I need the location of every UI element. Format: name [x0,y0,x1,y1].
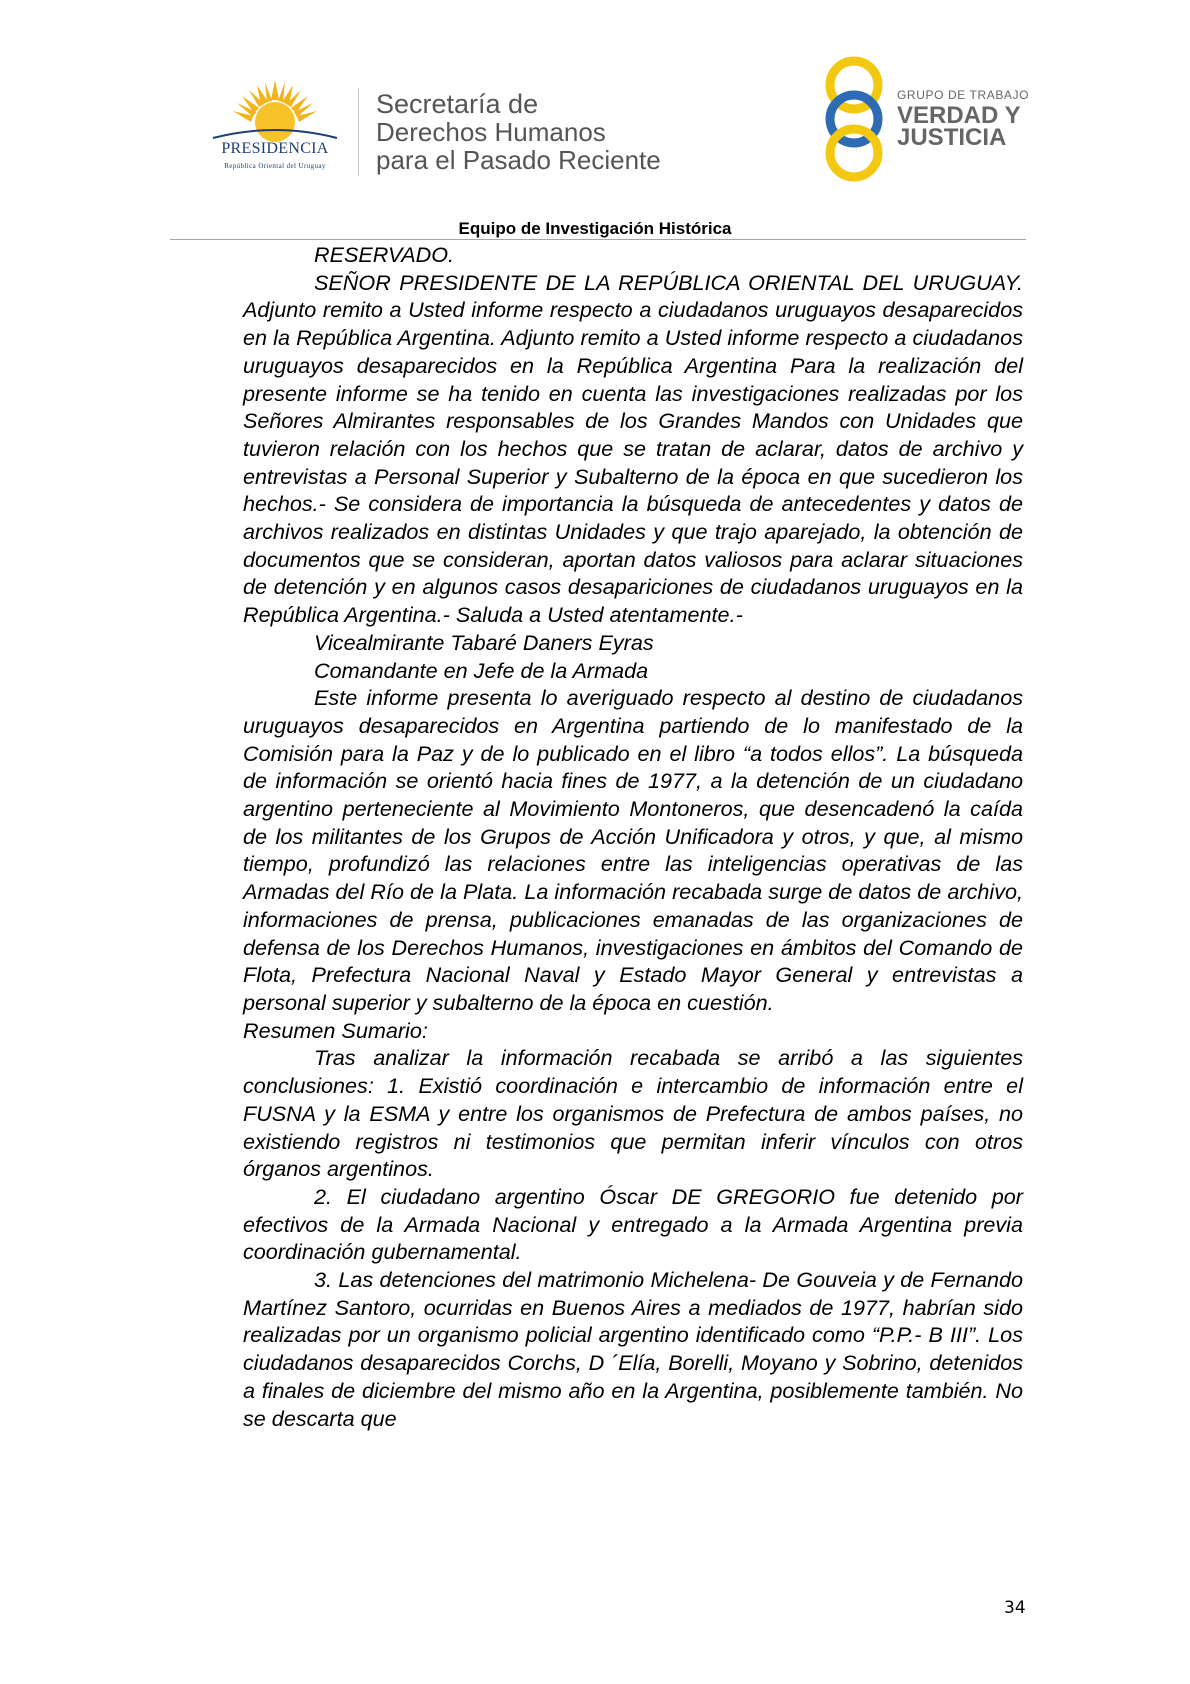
presidencia-subtitle: República Oriental del Uruguay [224,162,326,170]
paragraph-conclusion-1: Tras analizar la información recabada se arribó a las siguientes conclusiones: 1. Existió coordinación e intercambio de información entre el FUSNA y la ESMA y entre los organismos de Prefectura de ambos países, no existiendo registros ni testimonios que permitan inferir vínculos con otros órganos argentinos. [243,1045,1023,1182]
sun-emblem-icon [195,78,355,142]
presidencia-wordmark: PRESIDENCIA [221,140,329,157]
secretaria-title [376,90,661,174]
document-body [243,241,1023,1432]
signature-title: Comandante en Jefe de la Armada [314,657,649,683]
page-header [0,0,1190,240]
presidencia-logo [195,78,355,178]
paragraph-report-intro: Este informe presenta lo averiguado respecto al destino de ciudadanos uruguayos desaparecidos en Argentina partiendo de lo manifestado de la Comisión para la Paz y de lo publicado en el libro “a todos ellos”. La búsqueda de información se orientó hacia fines de 1977, a la detención de un ciudadano argentino perteneciente al Movimiento Montoneros, que desencadenó la caída de los militantes de los Grupos de Acción Unificadora y otros, y que, al mismo tiempo, profundizó las relaciones entre las inteligencias operativas de las Armadas del Río de la Plata. La información recabada surge de datos de archivo, informaciones de prensa, publicaciones emanadas de las organizaciones de defensa de los Derechos Humanos, investigaciones en ámbitos del Comando de Flota, Prefectura Nacional Naval y Estado Mayor General y entrevistas a personal superior y subalterno de la época en cuestión. [243,685,1023,1015]
verdad-label: VERDAD Y [897,102,1021,129]
signature-name: Vicealmirante Tabaré Daners Eyras [314,629,654,655]
secretaria-line-1: Secretaría de [376,89,539,119]
paragraph-reservado: RESERVADO. [314,242,455,267]
page-number: 34 [1004,1598,1026,1618]
justicia-label: JUSTICIA [897,124,1007,151]
paragraph-conclusion-2: 2. El ciudadano argentino Óscar DE GREGORIO fue detenido por efectivos de la Armada Nacional y entregado a la Armada Argentina previa coordinación gubernamental. [243,1183,1023,1265]
paragraph-letter: SEÑOR PRESIDENTE DE LA REPÚBLICA ORIENTAL DEL URUGUAY. Adjunto remito a Usted informe respecto a ciudadanos uruguayos desaparecidos en la República Argentina. Adjunto remito a Usted informe respecto a ciudadanos uruguayos desaparecidos en la República Argentina Para la realización del presente informe se ha tenido en cuenta las investigaciones realizadas por los Señores Almirantes responsables de los Grandes Mandos con Unidades que tuvieron relación con los hechos que se tratan de aclarar, datos de archivo y entrevistas a Personal Superior y Subalterno de la época en que sucedieron los hechos.- Se considera de importancia la búsqueda de antecedentes y datos de archivos realizados en distintas Unidades y que trajo aparejado, la obtención de documentos que se consideran, aportan datos valiosos para aclarar situaciones de detención y en algunos casos desapariciones de ciudadanos uruguayos en la República Argentina.- Saluda a Usted atentamente.- [243,269,1023,628]
section-heading-resumen: Resumen Sumario: [243,1017,428,1043]
secretaria-line-3: para el Pasado Reciente [376,145,661,175]
grupo-trabajo-label: GRUPO DE TRABAJO [897,88,1030,102]
paragraph-conclusion-3: 3. Las detenciones del matrimonio Michelena- De Gouveia y de Fernando Martínez Santoro, ocurridas en Buenos Aires a mediados de 1977, habrían sido realizadas por un organismo policial argentino identificado como “P.P.- B III”. Los ciudadanos desaparecidos Corchs, D ´Elía, Borelli, Moyano y Sobrino, detenidos a finales de diciembre del mismo año en la Argentina, posiblemente también. No se descarta que [243,1267,1023,1431]
team-title: Equipo de Investigación Histórica [458,219,732,238]
secretaria-line-2: Derechos Humanos [376,117,606,147]
header-rule [170,239,1026,240]
header-divider [358,88,359,176]
